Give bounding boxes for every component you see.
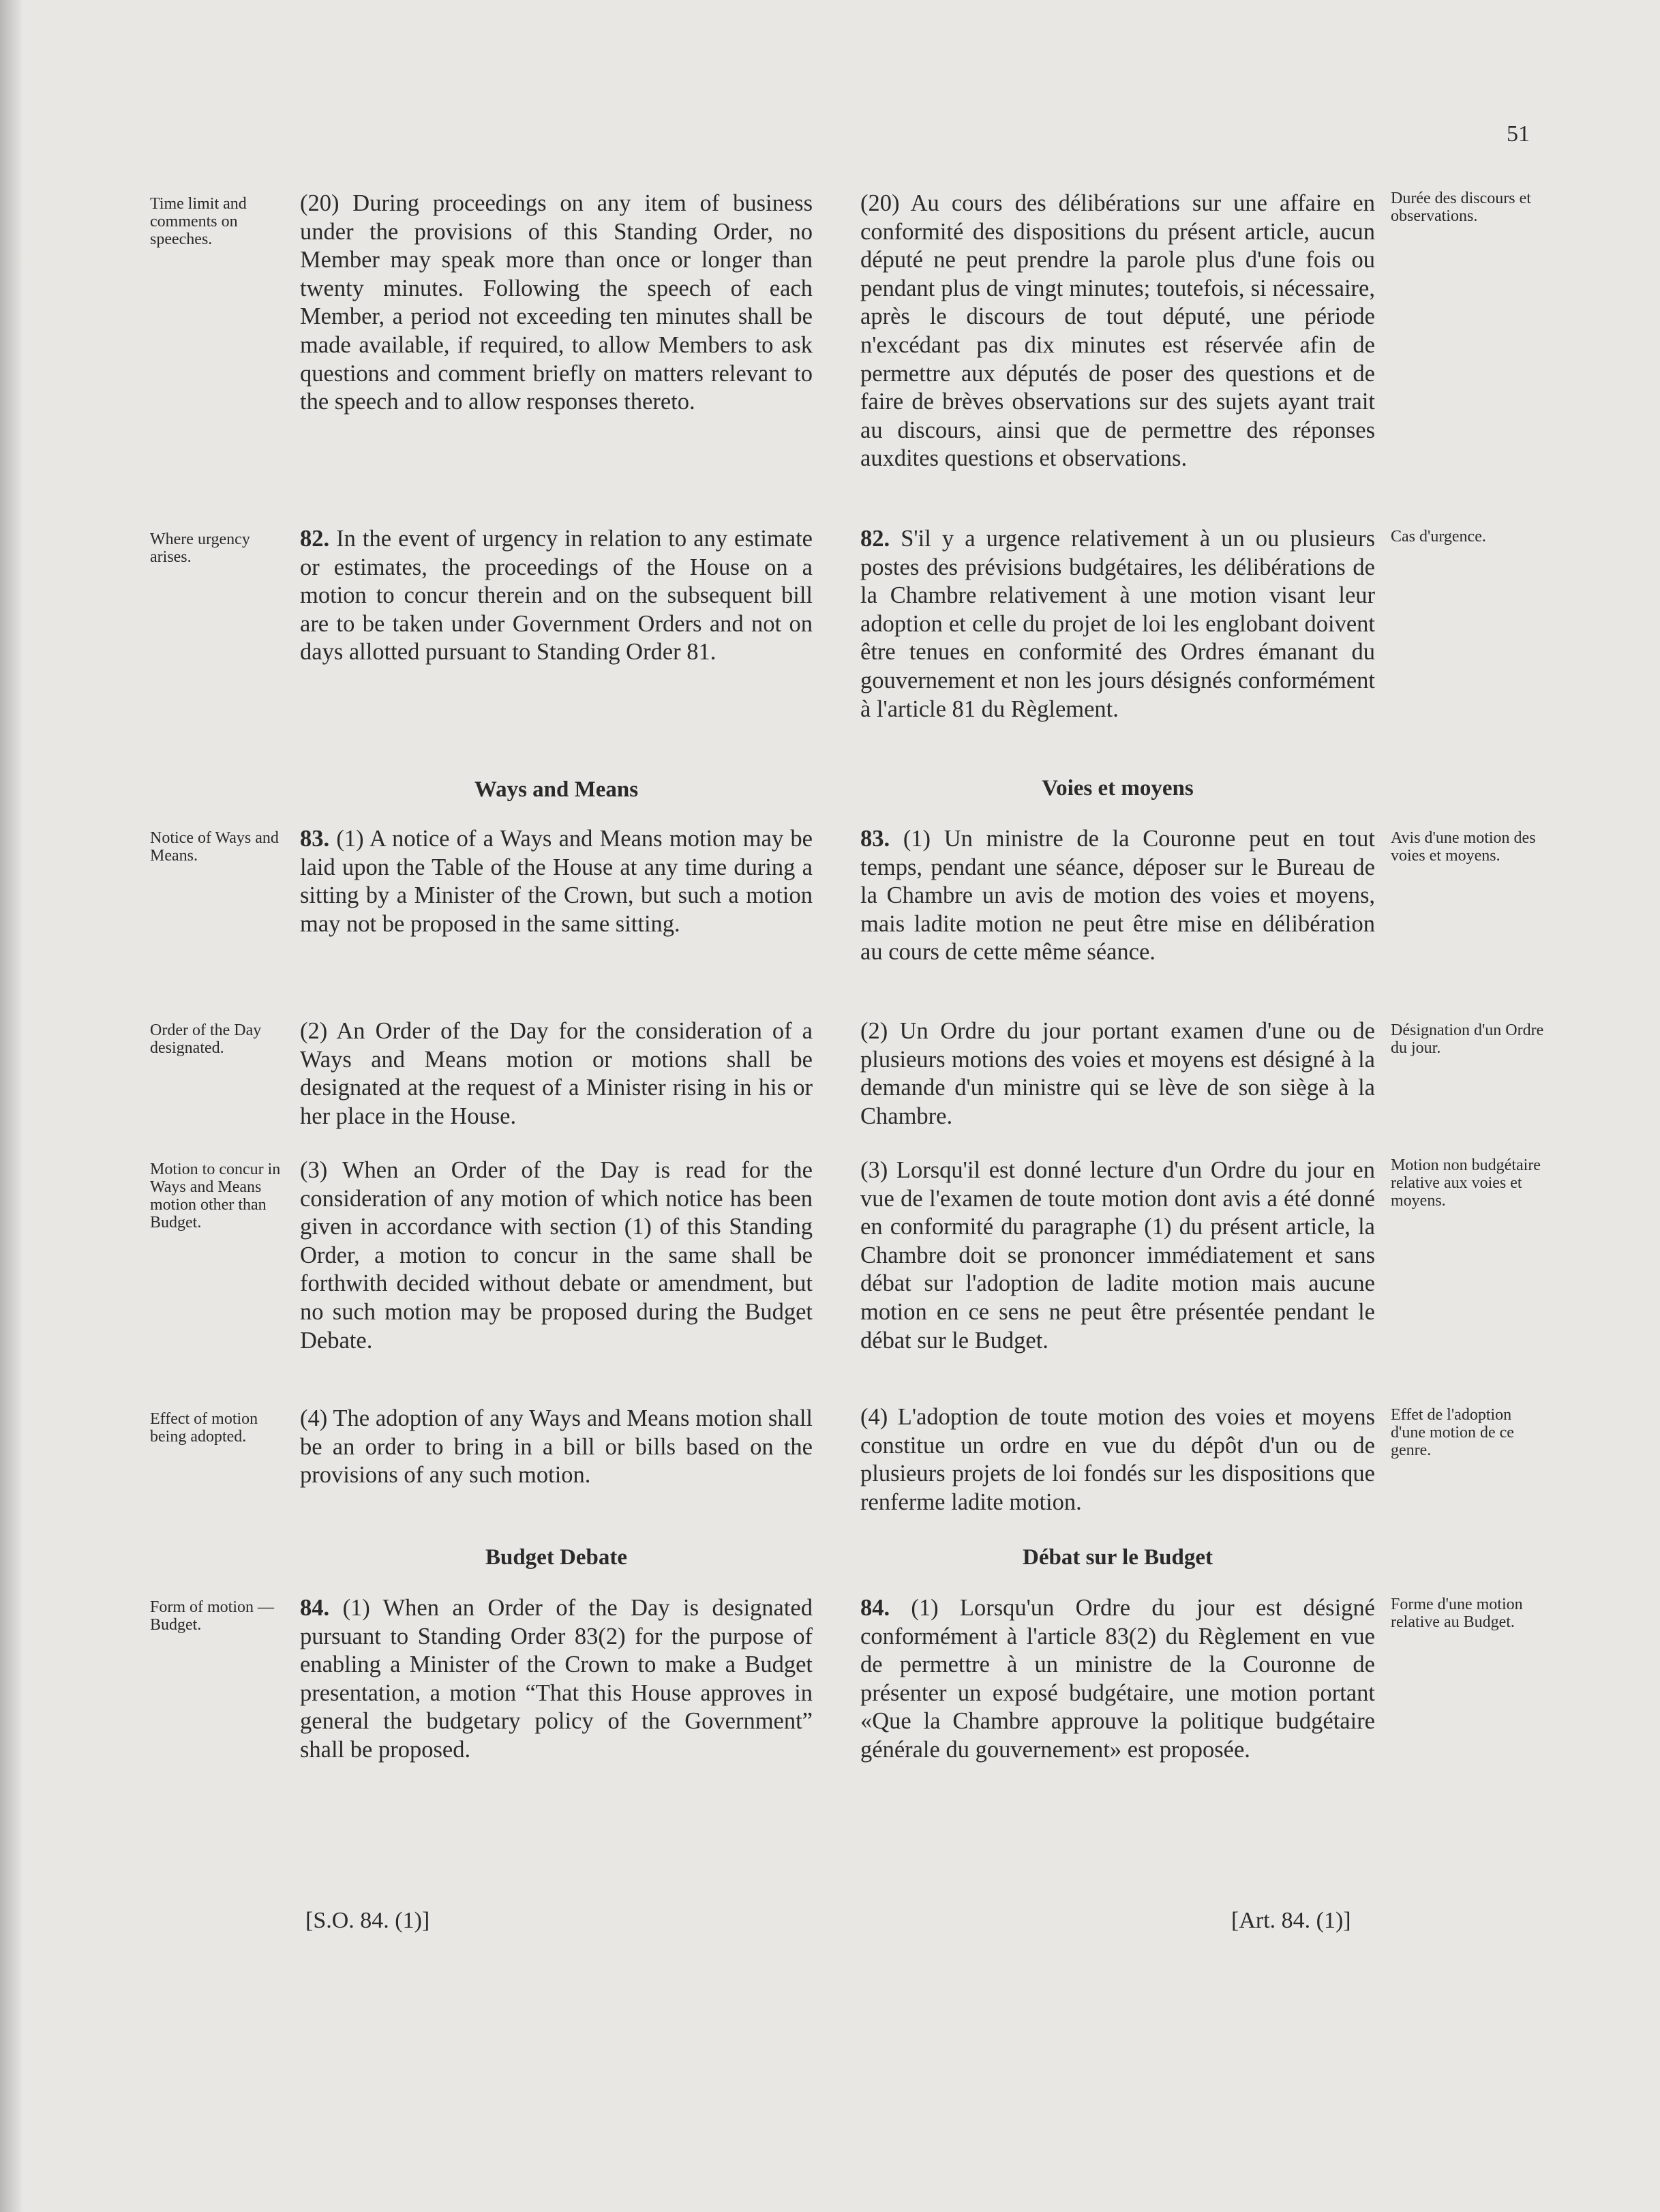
section-number: 84. [860,1595,890,1621]
paragraph-83-1-en [300,825,813,938]
paragraph-83-3-fr: (3) Lorsqu'il est donné lecture d'un Ordre du jour en vue de l'examen de toute motion dont avis a été donné en conformité du paragraphe (1) du présent article, la Chambre doit se prononcer immédiatement et sans débat sur l'adoption de ladite motion mais aucune motion en ce sens ne peut être présentée pendant le débat sur le Budget. [860,1157,1375,1354]
paragraph-83-1-fr [860,825,1375,967]
margin-note-urgence: Cas d'urgence. [1391,528,1486,545]
paragraph-text: (1) Un ministre de la Couronne peut en tout temps, pendant une séance, déposer sur le Bureau de la Chambre un avis de motion des voies et moyens, mais ladite motion ne peut être mise en délibération au cours de cette même séance. [860,826,1375,966]
heading-budget-fr: Débat sur le Budget [1023,1545,1213,1570]
footer-ref-en: [S.O. 84. (1)] [305,1908,430,1933]
heading-ways-means-en: Ways and Means [474,777,639,802]
margin-note-forme: Forme d'une motion relative au Budget. [1391,1596,1523,1631]
margin-note-avis: Avis d'une motion des voies et moyens. [1391,829,1536,865]
paragraph-20-en: (20) During proceedings on any item of business under the provisions of this Standing Order, no Member may speak more than once or longer than twenty minutes. Following the speech of each Member, a period not exceeding ten minutes shall be made available, if required, to allow Members to ask questions and comment briefly on matters relevant to the speech and to allow responses thereto. [300,190,813,415]
paragraph-83-4-en: (4) The adoption of any Ways and Means motion shall be an order to bring in a bill or bills based on the provisions of any such motion. [300,1405,813,1489]
paragraph-82-en [300,525,813,667]
paragraph-text: (1) A notice of a Ways and Means motion may be laid upon the Table of the House at any time during a sitting by a Minister of the Crown, but such a motion may not be proposed in the same sitting. [300,826,813,937]
paragraph-20-fr: (20) Au cours des délibérations sur une affaire en conformité des dispositions du présent article, aucun député ne peut prendre la parole plus d'une fois ou pendant plus de vingt minutes; toutefois, si nécessaire, après le discours de tout député, une période n'excédant pas dix minutes est réservée afin de permettre aux députés de poser des questions et de faire de brèves observations sur des sujets ayant trait au discours, ainsi que de permettre des réponses auxdites questions et observations. [860,190,1375,472]
paragraph-83-3-en: (3) When an Order of the Day is read for the consideration of any motion of which notice has been given in accordance with section (1) of this Standing Order, a motion to concur in the same shall be forthwith decided without debate or amendment, but no such motion may be proposed during the Budget Debate. [300,1157,813,1354]
margin-note-designation: Désignation d'un Ordre du jour. [1391,1021,1544,1057]
book-spine-shadow [0,0,23,2212]
margin-note-form: Form of motion — Budget. [150,1598,275,1634]
paragraph-84-fr [860,1594,1375,1765]
paragraph-82-fr [860,525,1375,723]
paragraph-text: S'il y a urgence relativement à un ou plusieurs postes des prévisions budgétaires, les délibérations de la Chambre relativement à une motion visant leur adoption et celle du projet de loi les englobant doivent être tenues en conformité des Ordres émanant du gouvernement et non les jours désignés conformément à l'article 81 du Règlement. [860,526,1375,722]
margin-note-concur: Motion to concur in Ways and Means motion other than Budget. [150,1161,281,1231]
paragraph-text: (1) Lorsqu'un Ordre du jour est désigné conformément à l'article 83(2) du Règlement en vue de permettre à un ministre de la Couronne de présenter un exposé budgétaire, une motion portant «Que la Chambre approuve la politique budgétaire générale du gouvernement» est proposée. [860,1595,1375,1763]
margin-note-duree: Durée des discours et observations. [1391,190,1531,225]
paragraph-83-2-fr: (2) Un Ordre du jour portant examen d'une ou de plusieurs motions des voies et moyens est désigné à la demande d'un ministre qui se lève de son siège à la Chambre. [860,1018,1375,1129]
margin-note-non-budgetaire: Motion non budgétaire relative aux voies et moyens. [1391,1156,1541,1210]
margin-note-time-limit: Time limit and comments on speeches. [150,195,247,248]
paragraph-83-2-en: (2) An Order of the Day for the consideration of a Ways and Means motion or motions shall be designated at the request of a Minister rising in his or her place in the House. [300,1018,813,1129]
footer-ref-fr: [Art. 84. (1)] [1231,1908,1351,1933]
heading-budget-en: Budget Debate [485,1545,628,1570]
margin-note-urgency: Where urgency arises. [150,530,250,566]
section-number: 83. [860,826,890,852]
margin-note-order: Order of the Day designated. [150,1021,262,1057]
section-number: 82. [300,526,330,552]
page-number: 51 [1507,121,1530,147]
section-number: 84. [300,1595,330,1621]
margin-note-notice: Notice of Ways and Means. [150,829,279,865]
section-number: 83. [300,826,330,852]
paragraph-text: (1) When an Order of the Day is designated pursuant to Standing Order 83(2) for the purpose of enabling a Minister of the Crown to make a Budget presentation, a motion “That this House approves in general the budgetary policy of the Government” shall be proposed. [300,1595,813,1763]
section-number: 82. [860,526,890,552]
margin-note-effet: Effet de l'adoption d'une motion de ce genre. [1391,1406,1514,1459]
heading-ways-means-fr: Voies et moyens [1042,776,1194,801]
paragraph-text: In the event of urgency in relation to any estimate or estimates, the proceedings of the House on a motion to concur therein and on the subsequent bill are to be taken under Government Orders and not on days allotted pursuant to Standing Order 81. [300,526,813,666]
paragraph-84-en [300,1594,813,1765]
margin-note-effect: Effect of motion being adopted. [150,1410,258,1446]
paragraph-83-4-fr: (4) L'adoption de toute motion des voies et moyens constitue un ordre en vue du dépôt d'un ou de plusieurs projets de loi fondés sur les dispositions que renferme ladite motion. [860,1404,1375,1515]
